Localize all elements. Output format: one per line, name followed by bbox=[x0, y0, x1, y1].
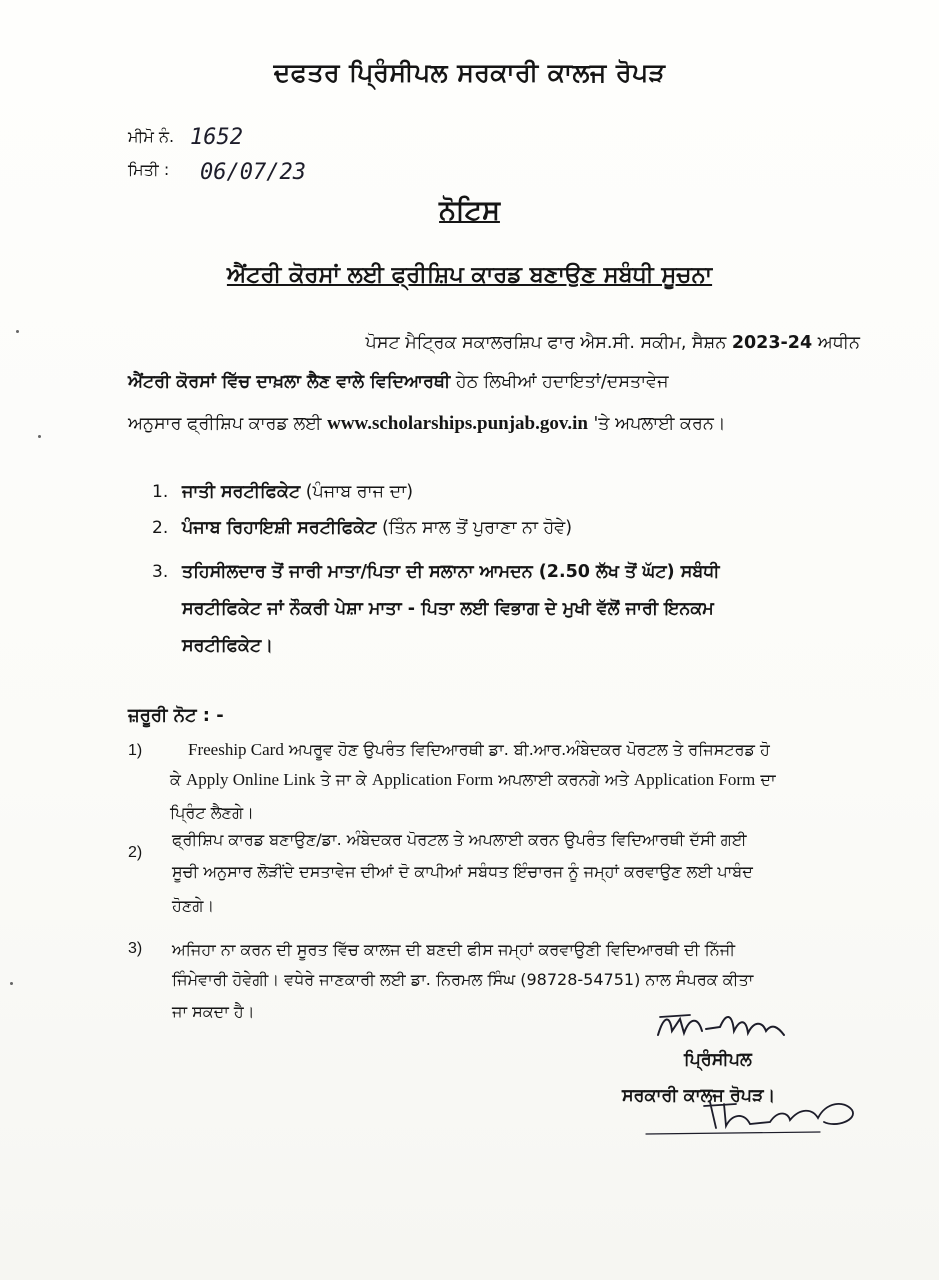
note-text: ਅਪਲਾਈ ਕਰਨਗੇ ਅਤੇ bbox=[493, 770, 634, 789]
freeship-card-term: Freeship Card bbox=[188, 740, 284, 759]
body-line-2 bbox=[128, 372, 669, 392]
requirement-title: ਤਹਿਸੀਲਦਾਰ ਤੋਂ ਜਾਰੀ ਮਾਤਾ/ਪਿਤਾ ਦੀ ਸਲਾਨਾ ਆਮਦਨ bbox=[182, 562, 533, 582]
body-line-1-text: ਪੋਸਟ ਮੈਟ੍ਰਿਕ ਸਕਾਲਰਸ਼ਿਪ ਫਾਰ ਐਸ.ਸੀ. ਸਕੀਮ, ਸੈਸ਼ਨ bbox=[365, 333, 732, 353]
note-3-line-1: ਅਜਿਹਾ ਨਾ ਕਰਨ ਦੀ ਸੂਰਤ ਵਿੱਚ ਕਾਲਜ ਦੀ ਬਣਦੀ ਫੀਸ ਜਮ੍ਹਾਂ ਕਰਵਾਉਣੀ ਵਿਦਿਆਰਥੀ ਦੀ ਨਿੱਜੀ bbox=[172, 940, 736, 959]
requirement-detail: (2.50 ਲੱਖ ਤੋਂ ਘੱਟ) bbox=[532, 562, 681, 582]
requirement-detail-end: ਸਬੰਧੀ bbox=[680, 562, 720, 582]
date-label: ਮਿਤੀ : bbox=[128, 160, 170, 179]
body-line-3 bbox=[128, 413, 726, 435]
requirement-number: 3. bbox=[152, 562, 169, 582]
requirement-title: ਜਾਤੀ ਸਰਟੀਫਿਕੇਟ bbox=[182, 482, 301, 502]
scan-speck bbox=[38, 435, 41, 438]
scan-speck bbox=[10, 982, 13, 985]
date-value: 06/07/23 bbox=[200, 160, 306, 185]
requirement-item bbox=[182, 482, 413, 502]
notice-title: ਨੋਟਿਸ bbox=[439, 195, 500, 226]
application-form-term: Application Form bbox=[633, 770, 756, 789]
note-1-line-1 bbox=[188, 740, 770, 760]
note-3-line-3: ਜਾ ਸਕਦਾ ਹੈ। bbox=[172, 1002, 255, 1021]
requirement-detail: (ਪੰਜਾਬ ਰਾਜ ਦਾ) bbox=[300, 482, 414, 502]
requirement-item-line-2: ਸਰਟੀਫਿਕੇਟ ਜਾਂ ਨੌਕਰੀ ਪੇਸ਼ਾ ਮਾਤਾ - ਪਿਤਾ ਲਈ ਵਿਭਾਗ ਦੇ ਮੁਖੀ ਵੱਲੋਂ ਜਾਰੀ ਇਨਕਮ bbox=[182, 599, 714, 619]
apply-online-link-term: Apply Online Link bbox=[186, 770, 316, 789]
requirement-number: 1. bbox=[152, 482, 169, 502]
principal-title: ਪ੍ਰਿੰਸੀਪਲ bbox=[684, 1050, 752, 1070]
memo-number-value: 1652 bbox=[190, 125, 243, 150]
requirement-item bbox=[182, 518, 572, 538]
requirement-detail: (ਤਿੰਨ ਸਾਲ ਤੋਂ ਪੁਰਾਣਾ ਨਾ ਹੋਵੇ) bbox=[376, 518, 573, 538]
note-3-line-2: ਜਿੰਮੇਵਾਰੀ ਹੋਵੇਗੀ। ਵਧੇਰੇ ਜਾਣਕਾਰੀ ਲਈ ਡਾ. ਨਿਰਮਲ ਸਿੰਘ (98728-54751) ਨਾਲ ਸੰਪਰਕ ਕੀਤਾ bbox=[172, 970, 754, 989]
note-text: ਕੇ bbox=[170, 770, 186, 789]
body-line-1 bbox=[0, 333, 860, 353]
requirement-title: ਪੰਜਾਬ ਰਿਹਾਇਸ਼ੀ ਸਰਟੀਫਿਕੇਟ bbox=[182, 518, 377, 538]
note-text: ਦਾ bbox=[755, 770, 776, 789]
body-line-1-end: ਅਧੀਨ bbox=[812, 333, 860, 353]
scholarship-website: www.scholarships.punjab.gov.in bbox=[327, 413, 588, 434]
note-number: 2) bbox=[128, 844, 143, 861]
body-line-3-end: 'ਤੇ ਅਪਲਾਈ ਕਰਨ। bbox=[587, 414, 726, 434]
note-2-line-1: ਫ੍ਰੀਸ਼ਿਪ ਕਾਰਡ ਬਣਾਉਣ/ਡਾ. ਅੰਬੇਦਕਰ ਪੋਰਟਲ ਤੇ ਅਪਲਾਈ ਕਰਨ ਉਪਰੰਤ ਵਿਦਿਆਰਥੀ ਦੱਸੀ ਗਈ bbox=[172, 830, 747, 849]
application-form-term: Application Form bbox=[371, 770, 494, 789]
body-line-3-text: ਅਨੁਸਾਰ ਫ੍ਰੀਸ਼ਿਪ ਕਾਰਡ ਲਈ bbox=[128, 414, 328, 434]
note-text: ਤੇ ਜਾ ਕੇ bbox=[315, 770, 372, 789]
session-year: 2023-24 bbox=[731, 333, 813, 353]
body-line-2-text: ਹੇਠ ਲਿਖੀਆਂ ਹਦਾਇਤਾਂ/ਦਸਤਾਵੇਜ bbox=[450, 372, 669, 392]
requirement-item bbox=[182, 562, 720, 582]
principal-initials bbox=[640, 1088, 870, 1138]
note-text: ਅਪਰੂਵ ਹੋਣ ਉਪਰੰਤ ਵਿਦਿਆਰਥੀ ਡਾ. ਬੀ.ਆਰ.ਅੰਬੇਦਕਰ ਪੋਰਟਲ ਤੇ ਰਜਿਸਟਰਡ ਹੋ bbox=[283, 740, 770, 759]
requirement-number: 2. bbox=[152, 518, 169, 538]
memo-number-label: ਮੀਮੋ ਨੰ. bbox=[128, 127, 175, 146]
note-1-line-3: ਪ੍ਰਿੰਟ ਲੈਣਗੇ। bbox=[170, 803, 254, 822]
college-name: ਸਰਕਾਰੀ ਕਾਲਜ ਰੋਪੜ। bbox=[622, 1086, 776, 1106]
requirement-item-line-3: ਸਰਟੀਫਿਕੇਟ। bbox=[182, 636, 273, 656]
note-1-line-2 bbox=[170, 770, 776, 790]
note-2-line-2: ਸੂਚੀ ਅਨੁਸਾਰ ਲੋੜੀਂਦੇ ਦਸਤਾਵੇਜ ਦੀਆਂ ਦੋ ਕਾਪੀਆਂ ਸਬੰਧਤ ਇੰਚਾਰਜ ਨੂੰ ਜਮ੍ਹਾਂ ਕਰਵਾਉਣ ਲਈ ਪਾਬੰਦ bbox=[172, 862, 753, 881]
office-heading: ਦਫਤਰ ਪ੍ਰਿੰਸੀਪਲ ਸਰਕਾਰੀ ਕਾਲਜ ਰੋਪੜ bbox=[273, 58, 666, 87]
body-line-2-bold: ਐਂਟਰੀ ਕੋਰਸਾਂ ਵਿੱਚ ਦਾਖ਼ਲਾ ਲੈਣ ਵਾਲੇ ਵਿਦਿਆਰਥੀ bbox=[128, 372, 451, 392]
note-number: 3) bbox=[128, 940, 143, 957]
principal-signature bbox=[650, 1005, 800, 1047]
note-2-line-3: ਹੋਣਗੇ। bbox=[172, 896, 215, 915]
important-notes-heading: ਜ਼ਰੂਰੀ ਨੋਟ : - bbox=[128, 705, 224, 726]
note-number: 1) bbox=[128, 742, 143, 759]
notice-subject: ਐਂਟਰੀ ਕੋਰਸਾਂ ਲਈ ਫ੍ਰੀਸ਼ਿਪ ਕਾਰਡ ਬਣਾਉਣ ਸਬੰਧੀ ਸੂਚਨਾ bbox=[226, 262, 713, 288]
